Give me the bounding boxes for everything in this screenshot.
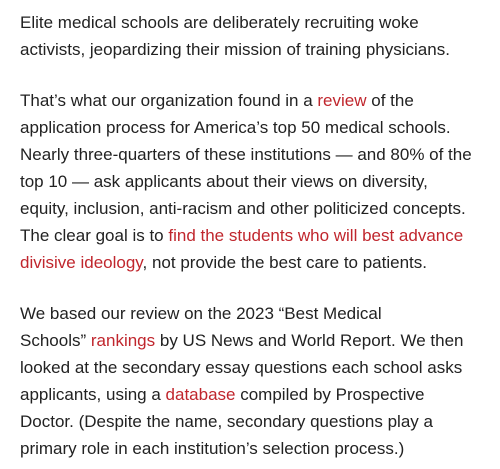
text-fragment: Schools” (20, 331, 91, 350)
paragraph-intro (20, 9, 498, 63)
text-line: activists, jeopardizing their mission of training physicians. (20, 40, 450, 59)
rankings-link[interactable]: rankings (90, 331, 156, 350)
text-line (20, 381, 498, 408)
ideology-link[interactable]: find the students who will best advance (168, 226, 464, 245)
text-line: looked at the secondary essay questions each school asks (20, 358, 463, 377)
review-link[interactable]: review (317, 91, 367, 110)
text-line: primary role in each institution’s selection process.) (20, 439, 405, 458)
text-fragment: , not provide the best care to patients. (142, 253, 427, 272)
text-fragment: compiled by Prospective (235, 385, 425, 404)
text-line: Nearly three-quarters of these institutions — and 80% of the (20, 145, 472, 164)
text-line (20, 327, 498, 354)
text-fragment: applicants, using a (20, 385, 166, 404)
database-link[interactable]: database (165, 385, 236, 404)
text-line (20, 222, 498, 249)
text-fragment: The clear goal is to (20, 226, 169, 245)
text-line: We based our review on the 2023 “Best Medical (20, 304, 382, 323)
text-line (20, 87, 498, 114)
text-line: equity, inclusion, anti-racism and other politicized concepts. (20, 199, 466, 218)
text-line: application process for America’s top 50 medical schools. (20, 118, 451, 137)
text-fragment: of the (366, 91, 414, 110)
text-line: Doctor. (Despite the name, secondary questions play a (20, 412, 433, 431)
ideology-link-continued[interactable]: divisive ideology (20, 253, 143, 272)
paragraph-methodology (20, 300, 498, 462)
text-fragment: That’s what our organization found in a (20, 91, 318, 110)
text-line: top 10 — ask applicants about their views on diversity, (20, 172, 428, 191)
text-line (20, 249, 498, 276)
text-line: Elite medical schools are deliberately recruiting woke (20, 13, 419, 32)
paragraph-findings (20, 87, 498, 276)
text-fragment: by US News and World Report. We then (155, 331, 464, 350)
